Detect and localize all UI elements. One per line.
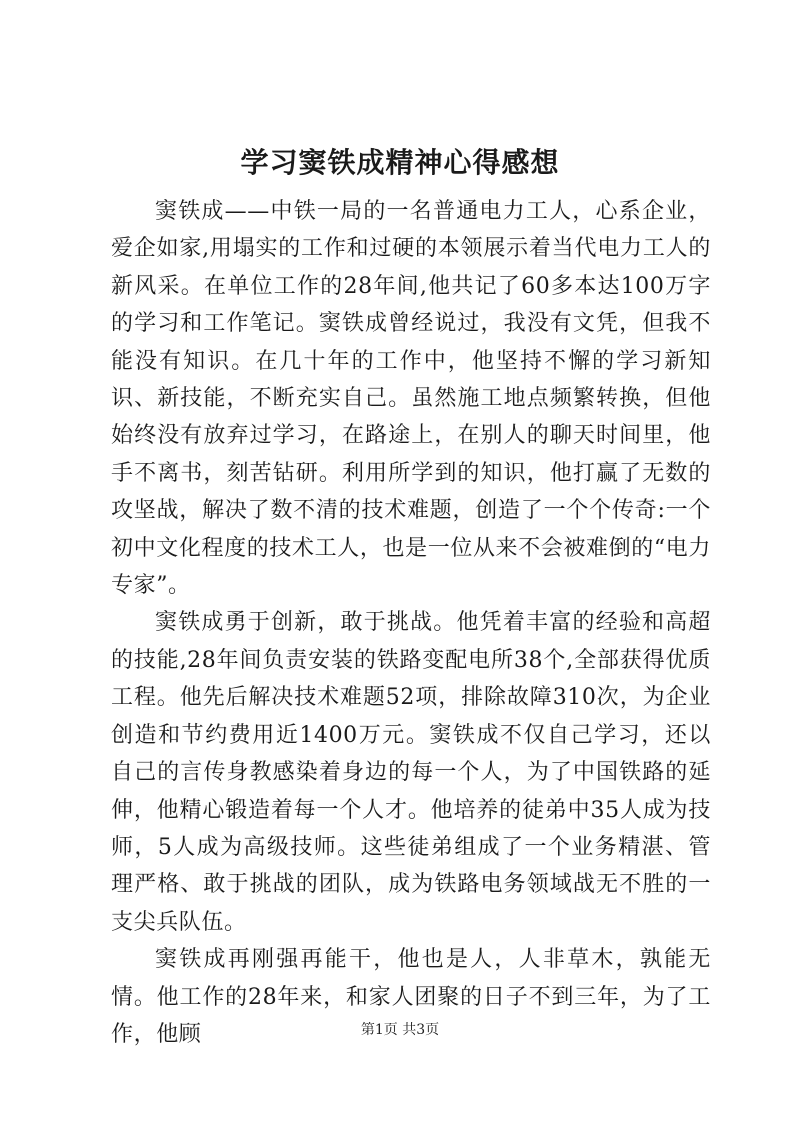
paragraph-1: 窦铁成——中铁一局的一名普通电力工人，心系企业，爱企如家,用塌实的工作和过硬的本领展示着当代电力工人的新风采。在单位工作的28年间,他共记了60多本达100万字的学习和工作笔记。窦铁成曾经说过，我没有文凭，但我不能没有知识。在几十年的工作中，他坚持不懈的学习新知识、新技能，不断充实自己。虽然施工地点频繁转换，但他始终没有放弃过学习，在路途上，在别人的聊天时间里，他手不离书，刻苦钻研。利用所学到的知识，他打赢了无数的攻坚战，解决了数不清的技术难题，创造了一个个传奇:一个初中文化程度的技术工人，也是一位从来不会被难倒的“电力专家”。	[111, 199, 711, 599]
document-body	[111, 193, 711, 1053]
page-footer: 第1页 共3页	[360, 1022, 440, 1038]
paragraph-3: 窦铁成再刚强再能干，他也是人，人非草木，孰能无情。他工作的28年来，和家人团聚的日子不到三年，为了工作，他顾	[111, 947, 711, 1047]
paragraph-2: 窦铁成勇于创新，敢于挑战。他凭着丰富的经验和高超的技能,28年间负责安装的铁路变配电所38个,全部获得优质工程。他先后解决技术难题52项，排除故障310次，为企业创造和节约费用近1400万元。窦铁成不仅自己学习，还以自己的言传身教感染着身边的每一个人，为了中国铁路的延伸，他精心锻造着每一个人才。他培养的徒弟中35人成为技师，5人成为高级技师。这些徒弟组成了一个业务精湛、管理严格、敢于挑战的团队，成为铁路电务领域战无不胜的一支尖兵队伍。	[111, 610, 711, 935]
document-title: 学习窦铁成精神心得感想	[240, 146, 560, 179]
